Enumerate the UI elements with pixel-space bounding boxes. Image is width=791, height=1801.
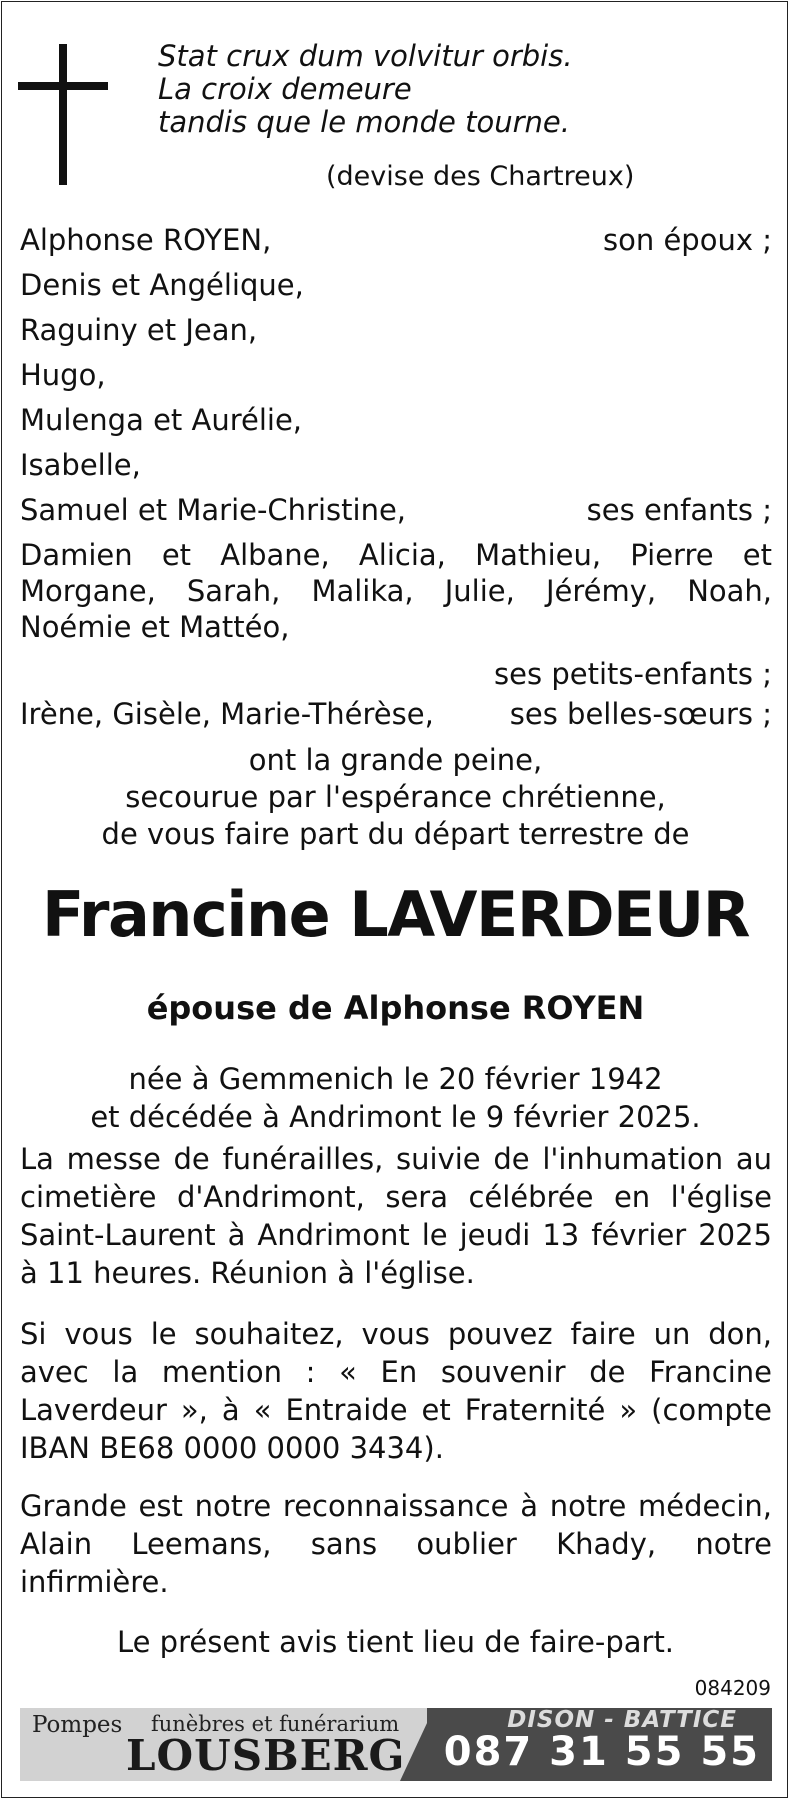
family-names: Mulenga et Aurélie, [20,403,303,437]
donation-paragraph: Si vous le souhaitez, vous pouvez faire un don, avec la mention : « En souvenir de Francine Laverdeur », à « Entraide et Fraternité » (compte IBAN BE68 0000 0000 3434). [20,1317,772,1465]
family-names: Raguiny et Jean, [20,313,258,347]
spouse-line: épouse de Alphonse ROYEN [146,989,645,1027]
funeral-paragraph: La messe de funérailles, suivie de l'inhumation au cimetière d'Andrimont, sera célébrée en l'église Saint-Laurent à Andrimont le jeudi 13 février 2025 à 11 heures. Réunion à l'église. [20,1142,772,1290]
family-row [20,492,772,537]
cross-icon [59,44,67,185]
grandchildren-relation: ses petits-enfants ; [494,657,772,691]
family-row [20,447,772,492]
motto-source: (devise des Chartreux) [326,161,635,192]
notice-line: Le présent avis tient lieu de faire-part. [116,1625,675,1659]
family-row [20,312,772,357]
birth-line: née à Gemmenich le 20 février 1942 [128,1062,663,1096]
thanks-paragraph: Grande est notre reconnaissance à notre médecin, Alain Leemans, sans oublier Khady, notre infirmière. [20,1489,772,1599]
motto-line: tandis que le monde tourne. [158,105,570,139]
family-names: Alphonse ROYEN, [20,223,272,257]
deceased-name: Francine LAVERDEUR [42,878,749,951]
family-relation: son époux ; [603,223,772,257]
intro-line: de vous faire part du départ terrestre de [101,817,690,851]
family-row [20,696,772,741]
death-line: et décédée à Andrimont le 9 février 2025. [90,1100,701,1134]
banner-phone: 087 31 55 55 [443,1729,760,1775]
family-names: Hugo, [20,358,106,392]
sisters-relation: ses belles-sœurs ; [509,697,772,731]
life-dates [0,1060,791,1136]
cross-icon-bar [18,82,108,90]
family-row [20,402,772,447]
banner-brand-logo: LOUSBERG [126,1731,406,1780]
banner-funebres: funèbres et funérarium [151,1712,400,1736]
family-list [20,222,772,741]
grandchildren-names: Damien et Albane, Alicia, Mathieu, Pierre et Morgane, Sarah, Malika, Julie, Jérémy, Noah, Noémie et Mattéo, [20,538,772,644]
reference-number: 084209 [694,1676,771,1700]
sisters-names: Irène, Gisèle, Marie-Thérèse, [20,697,434,731]
family-row [20,222,772,267]
family-row [20,357,772,402]
family-names: Samuel et Marie-Christine, [20,493,407,527]
motto-line: La croix demeure [158,72,412,106]
announcement-intro [0,742,791,853]
funeral-home-banner [20,1708,772,1781]
banner-pompes: Pompes [32,1712,123,1738]
motto-line: Stat crux dum volvitur orbis. [158,39,573,73]
intro-line: secourue par l'espérance chrétienne, [125,780,666,814]
banner-cities: DISON - BATTICE [507,1708,737,1733]
family-names: Denis et Angélique, [20,268,304,302]
family-row [20,267,772,312]
family-relation: ses enfants ; [586,493,772,527]
latin-motto [158,40,573,139]
intro-line: ont la grande peine, [248,743,543,777]
family-names: Isabelle, [20,448,141,482]
